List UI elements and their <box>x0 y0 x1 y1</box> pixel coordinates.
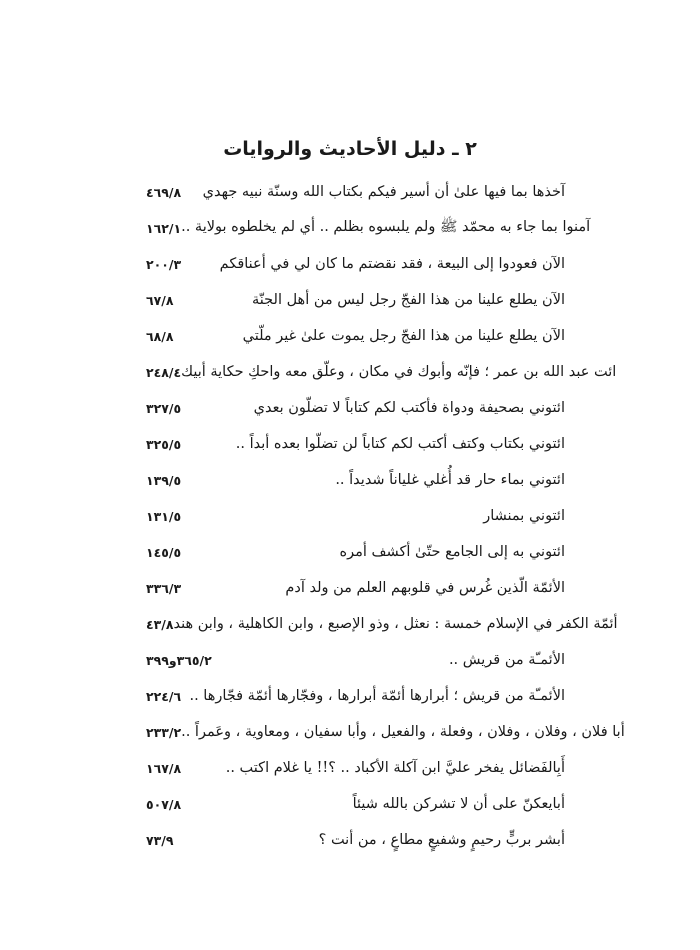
entry-text: ائتوني بكتاب وكتف أكتب لكم كتاباً لن تضلّوا بعده أبداً .. <box>235 436 565 452</box>
index-entry <box>140 642 565 678</box>
index-entry <box>140 462 565 498</box>
entry-reference: ٢٢٤/٦ <box>146 688 182 704</box>
entry-reference: ٦٨/٨ <box>146 328 174 344</box>
index-entry <box>140 678 565 714</box>
index-entry <box>140 534 565 570</box>
entry-text: ائتوني بماء حار قد أُغلي غلياناً شديداً .. <box>335 472 565 488</box>
entry-reference: ٥٠٧/٨ <box>146 796 182 812</box>
entry-text: ائتوني به إلى الجامع حتّىٰ أكشف أمره <box>339 544 565 560</box>
entry-text: آخذها بما فيها علىٰ أن أسير فيكم بكتاب الله وسنّة نبيه جهدي <box>202 184 565 200</box>
index-entry <box>140 318 565 354</box>
entry-text: الأئمـّة من قريش .. <box>448 652 565 668</box>
entry-text: ائتوني بمنشار <box>483 508 565 524</box>
entry-text: آمنوا بما جاء به محمّد ﷺ ولم يلبسوه بظلم .. أي لم يخلطوه بولاية .. <box>181 218 591 235</box>
index-entry <box>140 282 565 318</box>
entry-reference: ٢٣٣/٢ <box>146 724 182 740</box>
entry-text: الأئمّة الّذين غُرس في قلوبهم العلم من ولد آدم <box>285 580 565 596</box>
entry-reference: ٤٦٩/٨ <box>146 184 182 200</box>
index-entry <box>140 498 565 534</box>
entry-text: الآن فعودوا إلى البيعة ، فقد نقضتم ما كان لي في أعناقكم <box>219 256 565 272</box>
entry-reference: ٢٤٨/٤ <box>146 364 182 380</box>
entry-reference: ٤٣/٨ <box>146 616 174 632</box>
index-entry <box>140 174 565 210</box>
entry-reference: ١٣٩/٥ <box>146 472 182 488</box>
entry-text: أبايعكنّ على أن لا تشركن بالله شيئاً <box>352 796 565 812</box>
entry-reference: ١٤٥/٥ <box>146 544 182 560</box>
entry-reference: ٣٣٦/٣ <box>146 580 182 596</box>
entry-reference: ١٦٧/٨ <box>146 760 182 776</box>
index-entry <box>140 354 617 390</box>
entry-text: أَبِالفَضائل يفخر عليَّ ابن آكلة الأكباد .. ؟!! يا غلام اكتب .. <box>225 760 565 776</box>
entry-text: الآن يطلع علينا من هذا الفجّ رجل يموت علىٰ غير ملّتي <box>242 328 565 344</box>
index-entry <box>140 606 618 642</box>
index-entry <box>140 786 565 822</box>
entry-reference: ٣٩٩و٣٦٥/٢ <box>146 652 212 668</box>
entry-text: ائت عبد الله بن عمر ؛ فإنّه وأبوك في مكان ، وعلّق معه واحكِ حكاية أبيك <box>181 364 617 380</box>
entry-text: ائتوني بصحيفة ودواة فأكتب لكم كتاباً لا تضلّون بعدي <box>253 400 565 416</box>
index-entry <box>140 714 625 750</box>
entry-text: أئمّة الكفر في الإسلام خمسة : نعثل ، وذو الإصبع ، وابن الكاهلية ، وابن هند <box>173 616 618 632</box>
entry-reference: ٣٢٧/٥ <box>146 400 182 416</box>
hadith-index-list <box>140 174 625 858</box>
index-entry <box>140 426 565 462</box>
page-title: ٢ ـ دليل الأحاديث والروايات <box>223 138 477 160</box>
entry-reference: ٢٠٠/٣ <box>146 256 182 272</box>
entry-text: الآن يطلع علينا من هذا الفجّ رجل ليس من أهل الجنّة <box>252 292 565 308</box>
entry-reference: ٣٢٥/٥ <box>146 436 182 452</box>
index-entry <box>140 246 565 282</box>
index-entry <box>140 210 591 246</box>
entry-text: أبا فلان ، وفلان ، وفلان ، وفعلة ، والفعيل ، وأبا سفيان ، ومعاوية ، وعَمراً .. <box>181 724 625 740</box>
entry-reference: ٦٧/٨ <box>146 292 174 308</box>
index-entry <box>140 390 565 426</box>
index-entry <box>140 750 565 786</box>
index-entry <box>140 822 565 858</box>
entry-reference: ٧٣/٩ <box>146 832 174 848</box>
entry-reference: ١٦٢/١ <box>146 220 182 236</box>
entry-text: الأئمـّة من قريش ؛ أبرارها أئمّة أبرارها ، وفجّارها أئمّة فجّارها .. <box>189 688 565 704</box>
index-entry <box>140 570 565 606</box>
entry-text: أبشر بربٍّ رحيمٍ وشفيعٍ مطاعٍ ، من أنت ؟ <box>318 832 565 848</box>
entry-reference: ١٣١/٥ <box>146 508 182 524</box>
